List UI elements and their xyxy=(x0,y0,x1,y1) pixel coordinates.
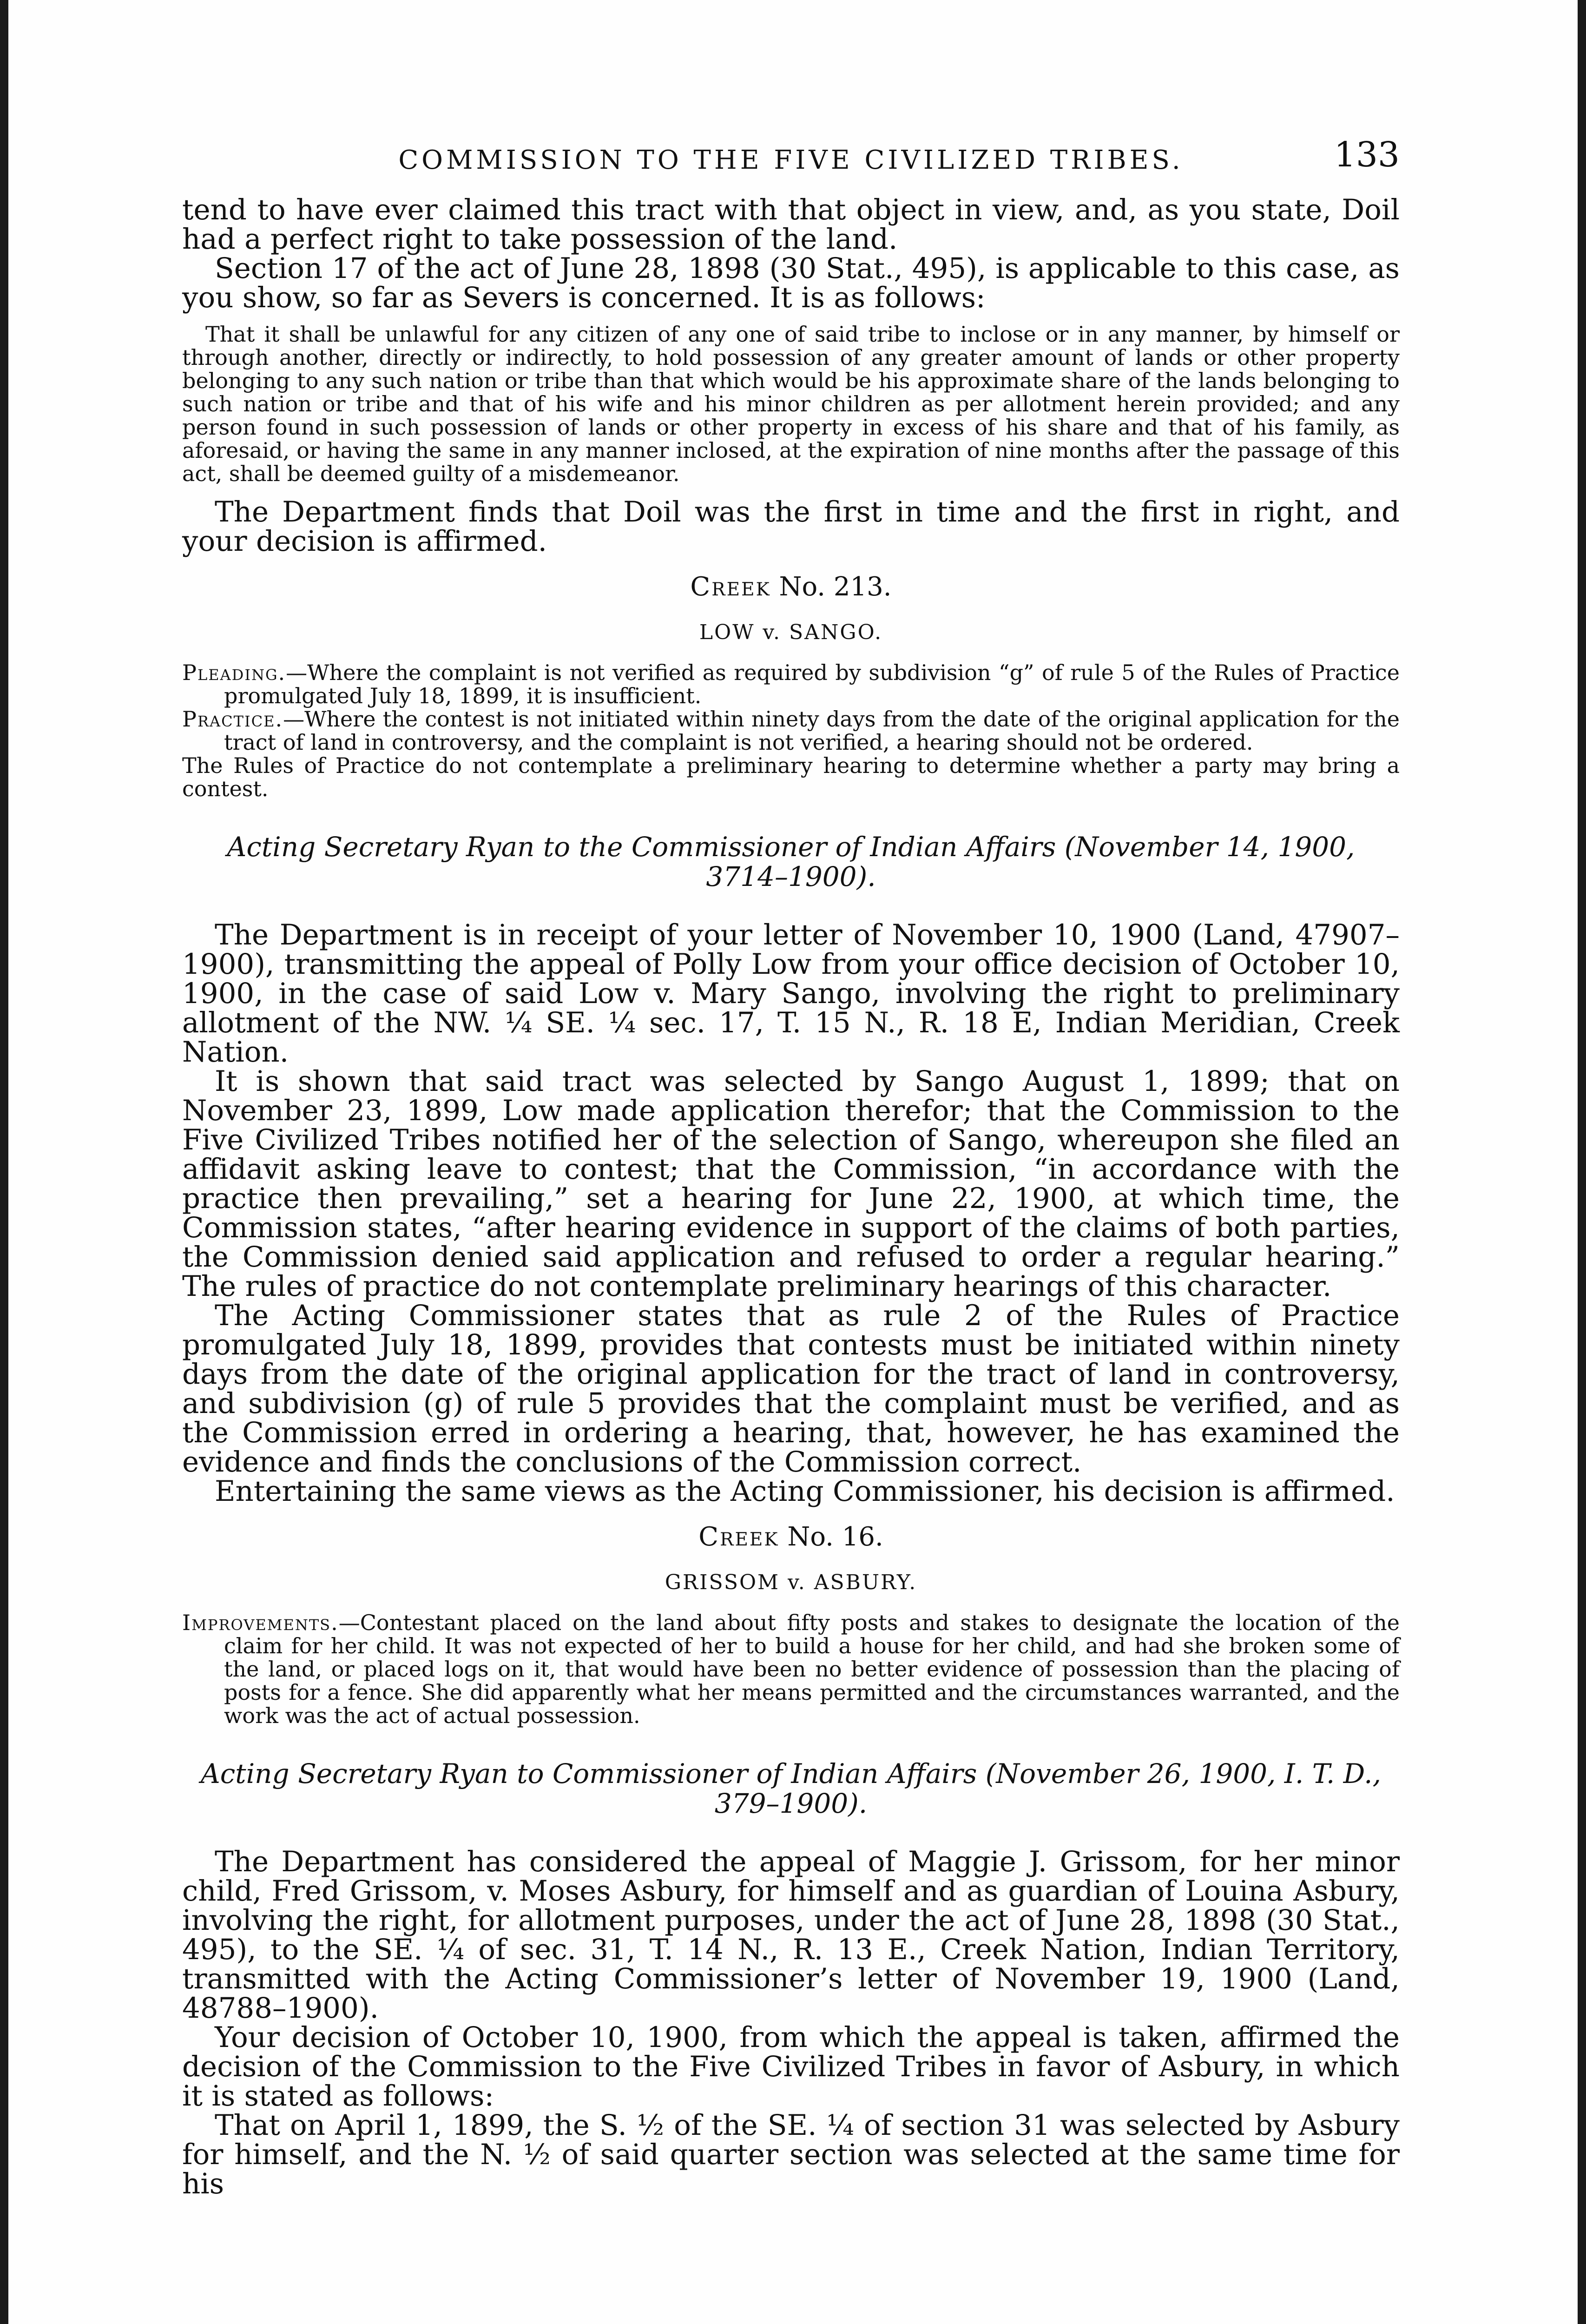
intro-paragraph-3: The Department finds that Doil was the first in time and the first in right, and your decision is affirmed. xyxy=(182,495,1400,558)
scan-border-right xyxy=(1578,0,1586,2324)
syllabus-tag: Practice. xyxy=(182,706,283,732)
case-paragraph: Your decision of October 10, 1900, from which the appeal is taken, affirmed the decision of the Commission to the Five Civilized Tribes in favor of Asbury, in which it is stated as follows: xyxy=(182,2021,1400,2113)
syllabus-tag: Improvements. xyxy=(182,1610,339,1635)
letter-heading: Acting Secretary Ryan to the Commissioner of Indian Affairs (November 14, 1900, 3714–1900). xyxy=(227,831,1355,892)
case-section-low-v-sango xyxy=(182,572,1400,1506)
syllabus-item xyxy=(182,707,1400,754)
case-number: No. 213. xyxy=(779,572,892,602)
syllabus-tag: Pleading. xyxy=(182,660,286,685)
running-header-title: COMMISSION TO THE FIVE CIVILIZED TRIBES. xyxy=(398,145,1184,175)
syllabus-text: —Contestant placed on the land about fifty posts and stakes to designate the location of the claim for her child. It was not expected of her to build a house for her child, and had she broken some of the land, or placed logs on it, that would have been no better evidence of possession than the placing of posts for a fence. She did apparently what her means permitted and the circumstances warranted, and the work was the act of actual possession. xyxy=(224,1610,1400,1728)
case-prefix: Creek xyxy=(698,1522,779,1552)
intro-paragraph-2: Section 17 of the act of June 28, 1898 (30 Stat., 495), is applicable to this case, as you show, so far as Severs is concerned. It is as follows: xyxy=(182,252,1400,314)
case-syllabus xyxy=(182,1611,1400,1727)
case-paragraph: The Acting Commissioner states that as rule 2 of the Rules of Practice promulgated July 18, 1899, provides that contests must be initiated within ninety days from the date of the original application for the tract of land in controversy, and subdivision (g) of rule 5 provides that the complaint must be verified, and as the Commission erred in ordering a hearing, that, however, he has examined the evidence and finds the conclusions of the Commission correct. xyxy=(182,1299,1400,1479)
case-section-grissom-v-asbury xyxy=(182,1522,1400,2199)
case-syllabus xyxy=(182,661,1400,800)
case-paragraph: The Department has considered the appeal of Maggie J. Grissom, for her minor child, Fred Grissom, v. Moses Asbury, for himself and as guardian of Louina Asbury, involving the right, for allotment purposes, under the act of June 28, 1898 (30 Stat., 495), to the SE. ¼ of sec. 31, T. 14 N., R. 13 E., Creek Nation, Indian Territory, transmitted with the Acting Commissioner’s letter of November 19, 1900 (Land, 48788–1900). xyxy=(182,1845,1400,2025)
statute-quotation: That it shall be unlawful for any citizen of any one of said tribe to inclose or in any manner, by himself or through another, directly or indirectly, to hold possession of any greater amount of lands or other property belonging to any such nation or tribe than that which would be his approximate share of the lands belonging to such nation or tribe and that of his wife and his minor children as per allotment herein provided; and any person found in such possession of lands or other property in excess of his share and that of his family, as aforesaid, or having the same in any manner inclosed, at the expiration of nine months after the passage of this act, shall be deemed guilty of a misdemeanor. xyxy=(182,322,1400,486)
syllabus-text: —Where the contest is not initiated within ninety days from the date of the original application for the tract of land in controversy, and the complaint is not verified, a hearing should not be ordered. xyxy=(224,706,1400,755)
case-number: No. 16. xyxy=(787,1522,883,1552)
case-title: LOW v. SANGO. xyxy=(699,621,883,644)
letter-heading: Acting Secretary Ryan to Commissioner of Indian Affairs (November 26, 1900, I. T. D., 379–1900). xyxy=(200,1758,1382,1819)
intro-paragraph-1: tend to have ever claimed this tract with that object in view, and, as you state, Doil had a perfect right to take possession of the land. xyxy=(182,193,1400,256)
case-paragraph: It is shown that said tract was selected by Sango August 1, 1899; that on November 23, 1899, Low made application therefor; that the Commission to the Five Civilized Tribes notified her of the selection of Sango, whereupon she filed an affidavit asking leave to contest; that the Commission, “in accordance with the practice then prevailing,” set a hearing for June 22, 1900, at which time, the Commission states, “after hearing evidence in support of the claims of both parties, the Commission denied said application and refused to order a regular hearing.” The rules of practice do not contemplate preliminary hearings of this character. xyxy=(182,1065,1400,1303)
case-paragraph: Entertaining the same views as the Acting Commissioner, his decision is affirmed. xyxy=(215,1475,1395,1508)
text-column xyxy=(182,135,1400,2199)
running-header xyxy=(182,135,1400,186)
syllabus-item xyxy=(182,661,1400,707)
syllabus-item xyxy=(182,1611,1400,1727)
syllabus-note: The Rules of Practice do not contemplate a preliminary hearing to determine whether a party may bring a contest. xyxy=(182,753,1400,801)
case-title: GRISSOM v. ASBURY. xyxy=(665,1571,917,1594)
case-paragraph: That on April 1, 1899, the S. ½ of the SE. ¼ of section 31 was selected by Asbury for himself, and the N. ½ of said quarter section was selected at the same time for his xyxy=(182,2109,1400,2200)
case-prefix: Creek xyxy=(690,572,771,602)
page-number: 133 xyxy=(1334,135,1400,175)
scan-border-left xyxy=(0,0,8,2324)
case-number-heading xyxy=(182,572,1400,602)
syllabus-text: —Where the complaint is not verified as required by subdivision “g” of rule 5 of the Rules of Practice promulgated July 18, 1899, it is insufficient. xyxy=(224,660,1400,708)
case-paragraph: The Department is in receipt of your letter of November 10, 1900 (Land, 47907–1900), transmitting the appeal of Polly Low from your office decision of October 10, 1900, in the case of said Low v. Mary Sango, involving the right to preliminary allotment of the NW. ¼ SE. ¼ sec. 17, T. 15 N., R. 18 E, Indian Meridian, Creek Nation. xyxy=(182,918,1400,1069)
case-number-heading xyxy=(182,1522,1400,1552)
